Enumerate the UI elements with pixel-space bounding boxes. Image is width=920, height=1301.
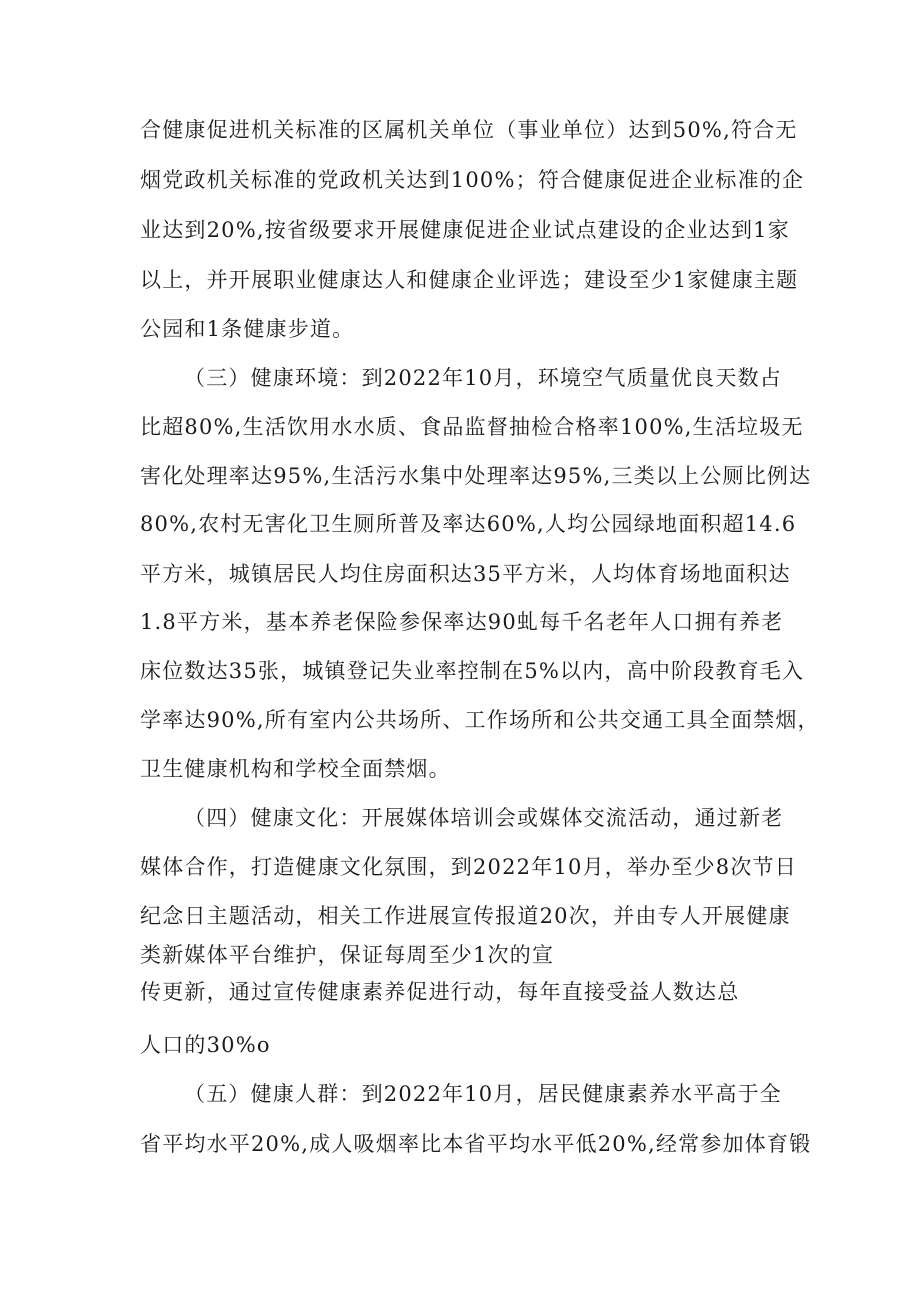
text-line-17: 纪念日主题活动，相关工作进展宣传报道20次，并由专人开展健康 (140, 904, 791, 928)
text-line-13: 学率达90%,所有室内公共场所、工作场所和公共交通工具全面禁烟， (140, 708, 820, 732)
text-line-19: 传更新，通过宣传健康素养促进行动，每年直接受益人数达总 (140, 980, 740, 1004)
text-line-4: 以上，并开展职业健康达人和健康企业评选；建设至少1家健康主题 (140, 268, 799, 292)
section-heading-culture: （四）健康文化：开展媒体培训会或媒体交流活动，通过新老 (184, 806, 784, 830)
text-line-9: 80%,农村无害化卫生厕所普及率达60%,人均公园绿地面积超14.6 (140, 512, 797, 536)
text-line-7: 比超80%,生活饮用水水质、食品监督抽检合格率100%,生活垃圾无 (140, 415, 804, 439)
text-line-12: 床位数达35张，城镇登记失业率控制在5%以内，高中阶段教育毛入 (140, 659, 805, 683)
text-line-18: 类新媒体平台维护，保证每周至少1次的宣 (140, 943, 555, 967)
text-line-16: 媒体合作，打造健康文化氛围，到2022年10月，举办至少8次节日 (140, 855, 797, 879)
section-heading-environment: （三）健康环境：到2022年10月，环境空气质量优良天数占 (184, 366, 782, 390)
text-line-3: 业达到20%,按省级要求开展健康促进企业试点建设的企业达到1家 (140, 218, 790, 242)
text-line-2: 烟党政机关标准的党政机关达到100%；符合健康促进企业标准的企 (140, 168, 805, 192)
text-line-1: 合健康促进机关标准的区属机关单位（事业单位）达到50%,符合无 (140, 118, 798, 142)
text-line-5: 公园和1条健康步道。 (140, 317, 355, 341)
text-line-14: 卫生健康机构和学校全面禁烟。 (140, 757, 451, 781)
text-line-22: 省平均水平20%,成人吸烟率比本省平均水平低20%,经常参加体育锻 (140, 1132, 812, 1156)
text-line-8: 害化处理率达95%,生活污水集中处理率达95%,三类以上公厕比例达 (140, 464, 812, 488)
section-heading-population: （五）健康人群：到2022年10月，居民健康素养水平高于全 (184, 1082, 782, 1106)
text-line-20: 人口的30%o (140, 1033, 271, 1057)
text-line-10: 平方米，城镇居民人均住房面积达35平方米，人均体育场地面积达 (140, 562, 791, 586)
text-line-11: 1.8平方米，基本养老保险参保率达90虬每千名老年人口拥有养老 (140, 610, 784, 634)
